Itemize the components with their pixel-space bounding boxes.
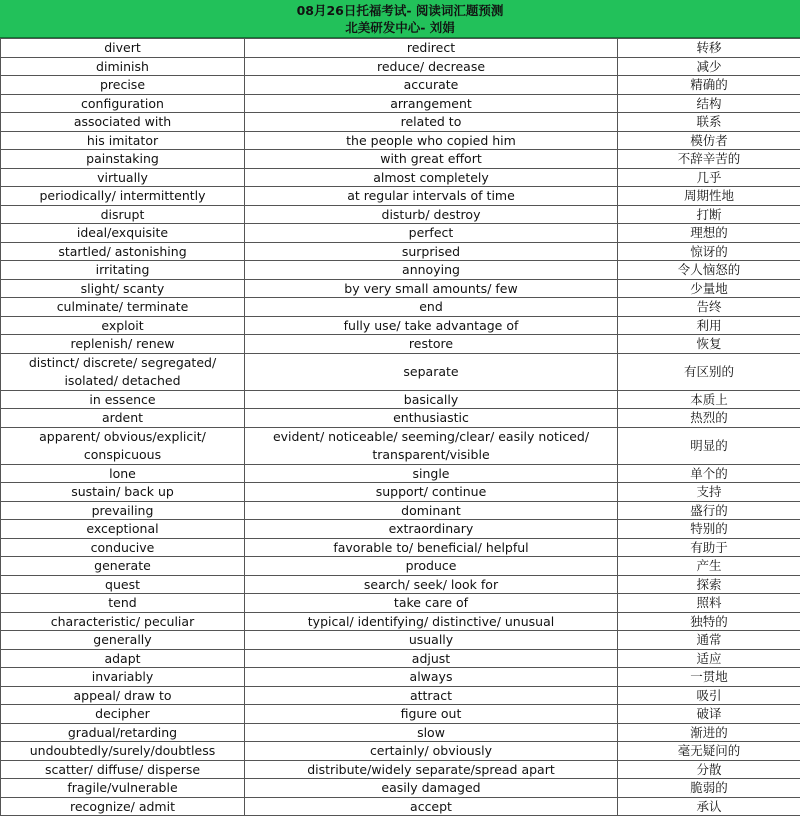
word-cell: gradual/retarding [1, 723, 245, 742]
meaning-cell: 一贯地 [618, 668, 800, 687]
meaning-cell: 利用 [618, 316, 800, 335]
word-cell: conducive [1, 538, 245, 557]
table-row [1, 76, 800, 95]
table-row [1, 464, 800, 483]
table-row [1, 242, 800, 261]
table-row [1, 205, 800, 224]
table-row [1, 57, 800, 76]
word-cell: diminish [1, 57, 245, 76]
meaning-cell: 承认 [618, 797, 800, 816]
synonym-cell: extraordinary [245, 520, 618, 539]
word-cell: divert [1, 39, 245, 58]
synonym-cell: single [245, 464, 618, 483]
meaning-cell: 破译 [618, 705, 800, 724]
word-cell: ardent [1, 409, 245, 428]
table-row [1, 631, 800, 650]
table-row [1, 39, 800, 58]
table-row [1, 390, 800, 409]
synonym-cell: restore [245, 335, 618, 354]
table-row [1, 335, 800, 354]
vocab-table-body [1, 39, 800, 816]
meaning-cell: 热烈的 [618, 409, 800, 428]
synonym-cell: usually [245, 631, 618, 650]
word-cell: apparent/ obvious/explicit/ conspicuous [1, 427, 245, 464]
synonym-cell: the people who copied him [245, 131, 618, 150]
word-cell: ideal/exquisite [1, 224, 245, 243]
synonym-cell: easily damaged [245, 779, 618, 798]
word-cell: scatter/ diffuse/ disperse [1, 760, 245, 779]
table-row [1, 483, 800, 502]
table-row [1, 797, 800, 816]
word-cell: precise [1, 76, 245, 95]
synonym-cell: almost completely [245, 168, 618, 187]
meaning-cell: 支持 [618, 483, 800, 502]
word-cell: periodically/ intermittently [1, 187, 245, 206]
word-cell: appeal/ draw to [1, 686, 245, 705]
table-row [1, 668, 800, 687]
table-row [1, 316, 800, 335]
table-row [1, 298, 800, 317]
page-header [0, 0, 800, 38]
word-cell: recognize/ admit [1, 797, 245, 816]
synonym-cell: accept [245, 797, 618, 816]
synonym-cell: attract [245, 686, 618, 705]
synonym-cell: distribute/widely separate/spread apart [245, 760, 618, 779]
meaning-cell: 不辞辛苦的 [618, 150, 800, 169]
word-cell: lone [1, 464, 245, 483]
synonym-cell: always [245, 668, 618, 687]
meaning-cell: 转移 [618, 39, 800, 58]
table-row [1, 261, 800, 280]
meaning-cell: 探索 [618, 575, 800, 594]
table-row [1, 150, 800, 169]
table-row [1, 705, 800, 724]
meaning-cell: 独特的 [618, 612, 800, 631]
meaning-cell: 有助于 [618, 538, 800, 557]
synonym-cell: certainly/ obviously [245, 742, 618, 761]
table-row [1, 279, 800, 298]
word-cell: slight/ scanty [1, 279, 245, 298]
meaning-cell: 少量地 [618, 279, 800, 298]
synonym-cell: reduce/ decrease [245, 57, 618, 76]
word-cell: his imitator [1, 131, 245, 150]
word-cell: in essence [1, 390, 245, 409]
synonym-cell: figure out [245, 705, 618, 724]
table-row [1, 168, 800, 187]
meaning-cell: 惊讶的 [618, 242, 800, 261]
word-cell: culminate/ terminate [1, 298, 245, 317]
table-row [1, 686, 800, 705]
synonym-cell: redirect [245, 39, 618, 58]
synonym-cell: take care of [245, 594, 618, 613]
synonym-cell: fully use/ take advantage of [245, 316, 618, 335]
synonym-cell: favorable to/ beneficial/ helpful [245, 538, 618, 557]
synonym-cell: dominant [245, 501, 618, 520]
table-row [1, 742, 800, 761]
synonym-cell: surprised [245, 242, 618, 261]
synonym-cell: basically [245, 390, 618, 409]
table-row [1, 723, 800, 742]
table-row [1, 501, 800, 520]
meaning-cell: 单个的 [618, 464, 800, 483]
table-row [1, 353, 800, 390]
meaning-cell: 本质上 [618, 390, 800, 409]
table-row [1, 113, 800, 132]
word-cell: invariably [1, 668, 245, 687]
meaning-cell: 有区别的 [618, 353, 800, 390]
word-cell: decipher [1, 705, 245, 724]
meaning-cell: 适应 [618, 649, 800, 668]
synonym-cell: disturb/ destroy [245, 205, 618, 224]
synonym-cell: by very small amounts/ few [245, 279, 618, 298]
page-title: 08月26日托福考试- 阅读词汇题预测 [296, 2, 504, 18]
meaning-cell: 联系 [618, 113, 800, 132]
synonym-cell: annoying [245, 261, 618, 280]
synonym-cell: produce [245, 557, 618, 576]
table-row [1, 94, 800, 113]
table-row [1, 520, 800, 539]
meaning-cell: 明显的 [618, 427, 800, 464]
synonym-cell: end [245, 298, 618, 317]
meaning-cell: 吸引 [618, 686, 800, 705]
table-row [1, 649, 800, 668]
table-row [1, 575, 800, 594]
word-cell: fragile/vulnerable [1, 779, 245, 798]
word-cell: configuration [1, 94, 245, 113]
meaning-cell: 分散 [618, 760, 800, 779]
word-cell: exceptional [1, 520, 245, 539]
word-cell: sustain/ back up [1, 483, 245, 502]
word-cell: startled/ astonishing [1, 242, 245, 261]
meaning-cell: 周期性地 [618, 187, 800, 206]
table-row [1, 131, 800, 150]
synonym-cell: search/ seek/ look for [245, 575, 618, 594]
synonym-cell: adjust [245, 649, 618, 668]
synonym-cell: typical/ identifying/ distinctive/ unusual [245, 612, 618, 631]
meaning-cell: 几乎 [618, 168, 800, 187]
word-cell: distinct/ discrete/ segregated/ isolated/ detached [1, 353, 245, 390]
table-row [1, 612, 800, 631]
word-cell: undoubtedly/surely/doubtless [1, 742, 245, 761]
word-cell: tend [1, 594, 245, 613]
meaning-cell: 特别的 [618, 520, 800, 539]
word-cell: virtually [1, 168, 245, 187]
synonym-cell: with great effort [245, 150, 618, 169]
meaning-cell: 恢复 [618, 335, 800, 354]
synonym-cell: evident/ noticeable/ seeming/clear/ easily noticed/ transparent/visible [245, 427, 618, 464]
word-cell: associated with [1, 113, 245, 132]
meaning-cell: 打断 [618, 205, 800, 224]
synonym-cell: related to [245, 113, 618, 132]
meaning-cell: 结构 [618, 94, 800, 113]
word-cell: replenish/ renew [1, 335, 245, 354]
synonym-cell: enthusiastic [245, 409, 618, 428]
meaning-cell: 照料 [618, 594, 800, 613]
table-row [1, 224, 800, 243]
synonym-cell: separate [245, 353, 618, 390]
word-cell: generate [1, 557, 245, 576]
table-row [1, 538, 800, 557]
synonym-cell: slow [245, 723, 618, 742]
synonym-cell: perfect [245, 224, 618, 243]
meaning-cell: 通常 [618, 631, 800, 650]
table-row [1, 557, 800, 576]
meaning-cell: 令人恼怒的 [618, 261, 800, 280]
word-cell: quest [1, 575, 245, 594]
word-cell: irritating [1, 261, 245, 280]
synonym-cell: at regular intervals of time [245, 187, 618, 206]
synonym-cell: accurate [245, 76, 618, 95]
table-row [1, 427, 800, 464]
meaning-cell: 毫无疑问的 [618, 742, 800, 761]
meaning-cell: 减少 [618, 57, 800, 76]
word-cell: generally [1, 631, 245, 650]
word-cell: characteristic/ peculiar [1, 612, 245, 631]
page-subtitle: 北美研发中心- 刘娟 [345, 19, 455, 35]
meaning-cell: 渐进的 [618, 723, 800, 742]
meaning-cell: 脆弱的 [618, 779, 800, 798]
meaning-cell: 模仿者 [618, 131, 800, 150]
word-cell: adapt [1, 649, 245, 668]
vocab-table [0, 38, 800, 816]
meaning-cell: 告终 [618, 298, 800, 317]
table-row [1, 187, 800, 206]
word-cell: exploit [1, 316, 245, 335]
word-cell: prevailing [1, 501, 245, 520]
meaning-cell: 产生 [618, 557, 800, 576]
table-row [1, 409, 800, 428]
table-row [1, 760, 800, 779]
word-cell: disrupt [1, 205, 245, 224]
meaning-cell: 盛行的 [618, 501, 800, 520]
table-row [1, 779, 800, 798]
table-row [1, 594, 800, 613]
synonym-cell: support/ continue [245, 483, 618, 502]
meaning-cell: 理想的 [618, 224, 800, 243]
synonym-cell: arrangement [245, 94, 618, 113]
meaning-cell: 精确的 [618, 76, 800, 95]
word-cell: painstaking [1, 150, 245, 169]
